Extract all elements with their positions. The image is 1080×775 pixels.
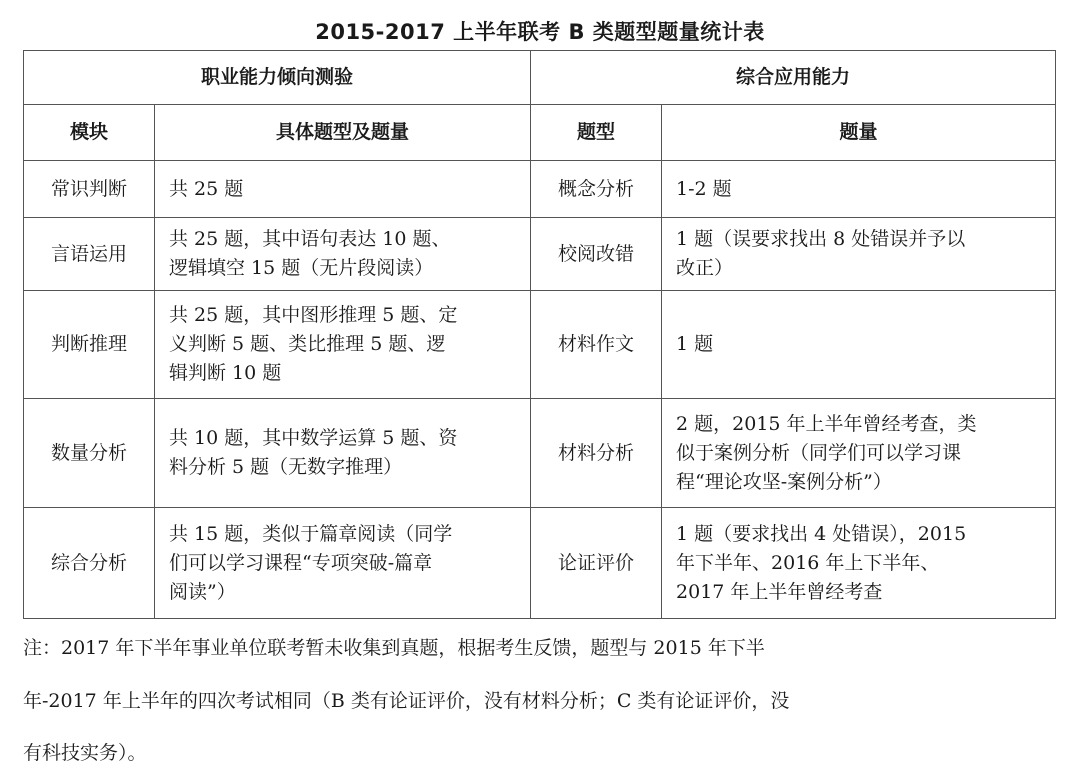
- type-cell: 材料分析: [531, 399, 662, 508]
- type-cell: 材料作文: [531, 291, 662, 399]
- detail-cell: [155, 218, 531, 291]
- detail-line: 阅读”）: [169, 580, 236, 603]
- footnote-line: 注：2017 年下半年事业单位联考暂未收集到真题，根据考生反馈，题型与 2015 年下半: [23, 637, 765, 659]
- table-row: [24, 161, 1056, 218]
- footnote-line: 年-2017 年上半年的四次考试相同（B 类有论证评价，没有材料分析；C 类有论证评价，没: [23, 690, 790, 712]
- count-line: 2017 年上半年曾经考查: [676, 580, 883, 603]
- detail-line: 共 25 题: [169, 177, 244, 200]
- group-header-application: 综合应用能力: [531, 51, 1056, 105]
- column-header-row: [24, 105, 1056, 161]
- column-header-module: 模块: [24, 105, 155, 161]
- module-cell: 判断推理: [24, 291, 155, 399]
- module-cell: 常识判断: [24, 161, 155, 218]
- detail-cell: [155, 291, 531, 399]
- detail-line: 共 15 题，类似于篇章阅读（同学: [169, 522, 453, 545]
- count-cell: [662, 291, 1056, 399]
- detail-line: 共 25 题，其中图形推理 5 题、定: [169, 304, 458, 326]
- count-line: 1 题: [676, 333, 714, 355]
- table-row: [24, 291, 1056, 399]
- count-line: 年下半年、2016 年上下半年、: [676, 551, 940, 574]
- column-header-count: 题量: [662, 105, 1056, 161]
- group-header-aptitude: 职业能力倾向测验: [24, 51, 531, 105]
- module-cell: 言语运用: [24, 218, 155, 291]
- table-row: [24, 399, 1056, 508]
- count-line: 程“理论攻坚-案例分析”）: [676, 470, 892, 493]
- count-line: 1 题（要求找出 4 处错误），2015: [676, 522, 967, 545]
- detail-cell: [155, 508, 531, 619]
- module-cell: 数量分析: [24, 399, 155, 508]
- detail-line: 义判断 5 题、类比推理 5 题、逻: [169, 333, 446, 355]
- type-cell: 概念分析: [531, 161, 662, 218]
- column-header-detail: 具体题型及题量: [155, 105, 531, 161]
- module-cell: 综合分析: [24, 508, 155, 619]
- count-line: 2 题，2015 年上半年曾经考查，类: [676, 412, 977, 435]
- detail-line: 辑判断 10 题: [169, 362, 282, 384]
- detail-line: 共 25 题，其中语句表达 10 题、: [169, 228, 451, 250]
- statistics-table: [23, 50, 1056, 619]
- detail-cell: [155, 399, 531, 508]
- detail-cell: [155, 161, 531, 218]
- column-header-type: 题型: [531, 105, 662, 161]
- footnote-line: 有科技实务）。: [23, 742, 147, 764]
- table-row: [24, 508, 1056, 619]
- count-cell: [662, 399, 1056, 508]
- count-cell: [662, 508, 1056, 619]
- count-cell: [662, 161, 1056, 218]
- table-row: [24, 218, 1056, 291]
- table-title: 2015-2017 上半年联考 B 类题型题量统计表: [315, 20, 765, 44]
- count-line: 1 题（误要求找出 8 处错误并予以: [676, 228, 966, 250]
- count-cell: [662, 218, 1056, 291]
- detail-line: 料分析 5 题（无数字推理）: [169, 456, 403, 478]
- detail-line: 们可以学习课程“专项突破-篇章: [169, 551, 433, 574]
- detail-line: 逻辑填空 15 题（无片段阅读）: [169, 257, 434, 279]
- detail-line: 共 10 题，其中数学运算 5 题、资: [169, 427, 458, 449]
- type-cell: 校阅改错: [531, 218, 662, 291]
- count-line: 改正）: [676, 257, 734, 279]
- count-line: 似于案例分析（同学们可以学习课: [676, 441, 962, 464]
- count-line: 1-2 题: [676, 177, 732, 200]
- type-cell: 论证评价: [531, 508, 662, 619]
- group-header-row: [24, 51, 1056, 105]
